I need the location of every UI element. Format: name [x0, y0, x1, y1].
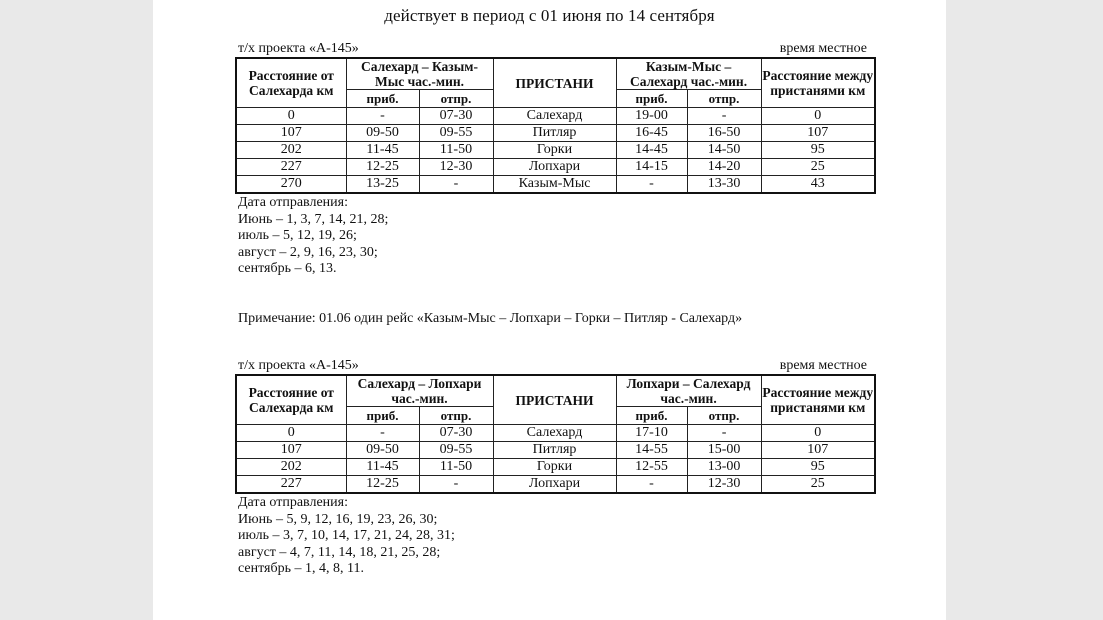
forward-arrival-cell: 09-50: [346, 442, 419, 459]
forward-departure-cell: -: [419, 476, 493, 494]
between-distance-cell: 0: [761, 425, 875, 442]
pier-cell: Лопхари: [493, 476, 616, 494]
schedule-meta-row: [235, 40, 875, 57]
back-departure-cell: 16-50: [687, 125, 761, 142]
departure-dates-line: август – 2, 9, 16, 23, 30;: [238, 244, 378, 260]
departure-dates-line: июль – 3, 7, 10, 14, 17, 21, 24, 28, 31;: [238, 528, 455, 544]
forward-departure-cell: -: [419, 176, 493, 194]
local-time-label: время местное: [779, 358, 867, 373]
back-direction-header: Лопхари – Салехард час.-мин.: [616, 375, 761, 407]
local-time-label: время местное: [779, 41, 867, 56]
schedule-table: [235, 374, 876, 494]
arrival-subheader: приб.: [616, 90, 687, 108]
distance-cell: 227: [236, 476, 346, 494]
departure-dates-line: сентябрь – 1, 4, 8, 11.: [238, 561, 364, 577]
vessel-label: т/х проекта «А-145»: [238, 358, 359, 373]
piers-header: ПРИСТАНИ: [493, 58, 616, 108]
distance-from-header: Расстояние от Салехарда км: [236, 58, 346, 108]
departure-dates: [235, 495, 875, 578]
distance-cell: 227: [236, 159, 346, 176]
back-arrival-cell: 14-15: [616, 159, 687, 176]
table-row: [236, 108, 875, 125]
forward-arrival-cell: 11-45: [346, 459, 419, 476]
departure-dates-line: июль – 5, 12, 19, 26;: [238, 228, 357, 244]
departure-dates-line: сентябрь – 6, 13.: [238, 261, 337, 277]
distance-cell: 107: [236, 125, 346, 142]
arrival-subheader: приб.: [616, 407, 687, 425]
vessel-label: т/х проекта «А-145»: [238, 41, 359, 56]
forward-departure-cell: 11-50: [419, 459, 493, 476]
distance-from-header: Расстояние от Салехарда км: [236, 375, 346, 425]
back-arrival-cell: 19-00: [616, 108, 687, 125]
pier-cell: Горки: [493, 142, 616, 159]
table-row: [236, 176, 875, 194]
between-distance-cell: 25: [761, 159, 875, 176]
departure-dates-line: август – 4, 7, 11, 14, 18, 21, 25, 28;: [238, 544, 441, 560]
back-departure-cell: 12-30: [687, 476, 761, 494]
schedule-block-2: [235, 357, 875, 578]
departure-subheader: отпр.: [687, 407, 761, 425]
between-distance-cell: 95: [761, 459, 875, 476]
forward-departure-cell: 07-30: [419, 108, 493, 125]
table-row: [236, 425, 875, 442]
forward-direction-header: Салехард – Казым-Мыс час.-мин.: [346, 58, 493, 90]
forward-arrival-cell: -: [346, 108, 419, 125]
departure-dates: [235, 195, 875, 278]
forward-arrival-cell: 11-45: [346, 142, 419, 159]
back-departure-cell: 13-00: [687, 459, 761, 476]
piers-header: ПРИСТАНИ: [493, 375, 616, 425]
pier-cell: Питляр: [493, 442, 616, 459]
departure-dates-title: Дата отправления:: [238, 495, 348, 510]
back-departure-cell: -: [687, 425, 761, 442]
forward-departure-cell: 07-30: [419, 425, 493, 442]
pier-cell: Салехард: [493, 425, 616, 442]
pier-cell: Салехард: [493, 108, 616, 125]
distance-cell: 202: [236, 142, 346, 159]
between-distance-cell: 107: [761, 442, 875, 459]
departure-dates-title: Дата отправления:: [238, 195, 348, 210]
forward-arrival-cell: 13-25: [346, 176, 419, 194]
forward-arrival-cell: 09-50: [346, 125, 419, 142]
departure-subheader: отпр.: [419, 90, 493, 108]
distance-between-header: Расстояние между пристанями км: [761, 375, 875, 425]
arrival-subheader: приб.: [346, 90, 419, 108]
between-distance-cell: 0: [761, 108, 875, 125]
back-departure-cell: 13-30: [687, 176, 761, 194]
back-direction-header: Казым-Мыс – Салехард час.-мин.: [616, 58, 761, 90]
departure-dates-line: Июнь – 5, 9, 12, 16, 19, 23, 26, 30;: [238, 511, 438, 527]
schedule-meta-row: [235, 357, 875, 374]
distance-cell: 202: [236, 459, 346, 476]
arrival-subheader: приб.: [346, 407, 419, 425]
back-arrival-cell: 16-45: [616, 125, 687, 142]
note-text: Примечание: 01.06 один рейс «Казым-Мыс – Лопхари – Горки – Питляр - Салехард»: [238, 311, 743, 326]
distance-cell: 0: [236, 425, 346, 442]
back-arrival-cell: 17-10: [616, 425, 687, 442]
departure-subheader: отпр.: [687, 90, 761, 108]
schedule-table: [235, 57, 876, 194]
distance-cell: 0: [236, 108, 346, 125]
pier-cell: Горки: [493, 459, 616, 476]
distance-cell: 270: [236, 176, 346, 194]
distance-between-header: Расстояние между пристанями км: [761, 58, 875, 108]
forward-direction-header: Салехард – Лопхари час.-мин.: [346, 375, 493, 407]
departure-subheader: отпр.: [419, 407, 493, 425]
back-departure-cell: 14-20: [687, 159, 761, 176]
forward-arrival-cell: 12-25: [346, 159, 419, 176]
pier-cell: Питляр: [493, 125, 616, 142]
table-row: [236, 442, 875, 459]
document-page: [153, 0, 946, 620]
forward-arrival-cell: -: [346, 425, 419, 442]
table-row: [236, 476, 875, 494]
pier-cell: Лопхари: [493, 159, 616, 176]
schedule-block-1: [235, 40, 875, 278]
forward-departure-cell: 12-30: [419, 159, 493, 176]
forward-departure-cell: 09-55: [419, 125, 493, 142]
table-row: [236, 125, 875, 142]
back-arrival-cell: -: [616, 476, 687, 494]
back-departure-cell: 15-00: [687, 442, 761, 459]
departure-dates-line: Июнь – 1, 3, 7, 14, 21, 28;: [238, 211, 389, 227]
between-distance-cell: 107: [761, 125, 875, 142]
table-row: [236, 459, 875, 476]
back-arrival-cell: 14-55: [616, 442, 687, 459]
validity-period-heading: действует в период с 01 июня по 14 сентября: [384, 6, 715, 25]
back-departure-cell: 14-50: [687, 142, 761, 159]
between-distance-cell: 43: [761, 176, 875, 194]
back-departure-cell: -: [687, 108, 761, 125]
distance-cell: 107: [236, 442, 346, 459]
between-distance-cell: 95: [761, 142, 875, 159]
forward-arrival-cell: 12-25: [346, 476, 419, 494]
forward-departure-cell: 09-55: [419, 442, 493, 459]
forward-departure-cell: 11-50: [419, 142, 493, 159]
between-distance-cell: 25: [761, 476, 875, 494]
back-arrival-cell: 12-55: [616, 459, 687, 476]
table-row: [236, 159, 875, 176]
pier-cell: Казым-Мыс: [493, 176, 616, 194]
table-row: [236, 142, 875, 159]
back-arrival-cell: -: [616, 176, 687, 194]
back-arrival-cell: 14-45: [616, 142, 687, 159]
